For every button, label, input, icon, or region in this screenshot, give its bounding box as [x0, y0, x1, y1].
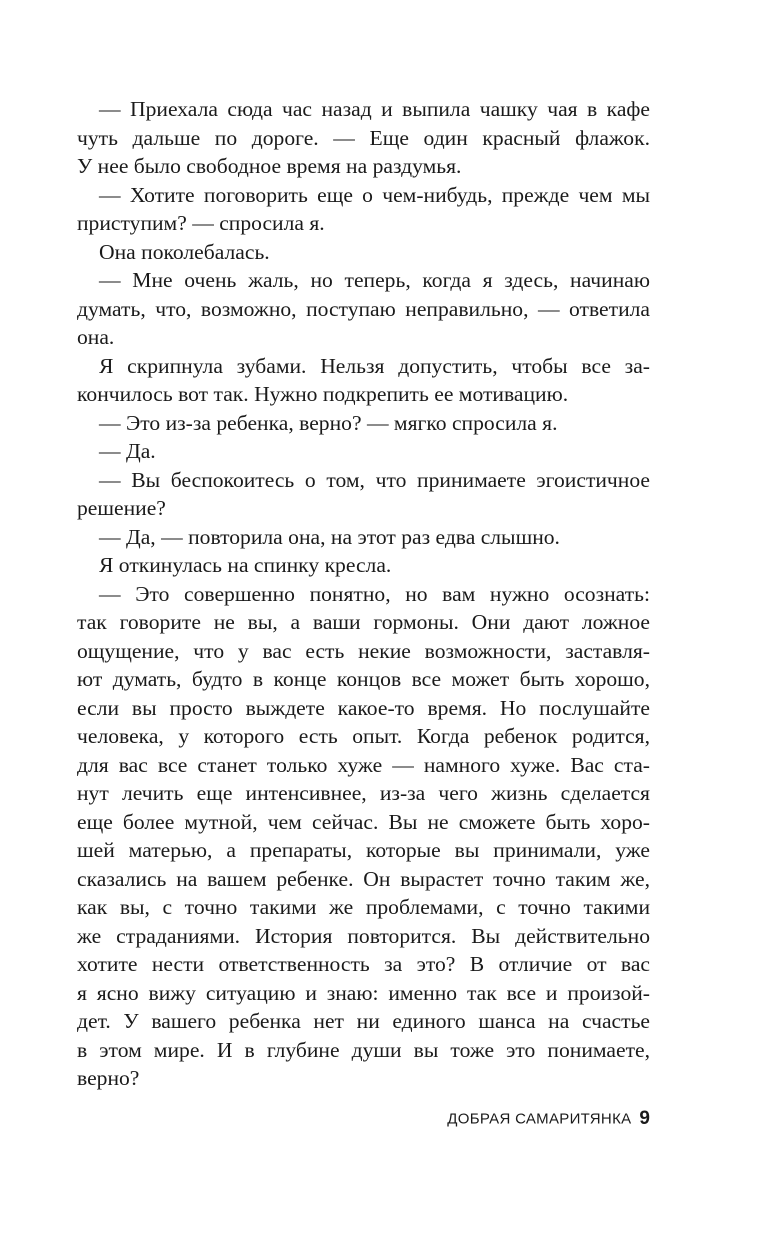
running-title: ДОБРАЯ САМАРИТЯНКА	[447, 1110, 632, 1128]
text-line: в этом мире. И в глубине души вы тоже это понимаете,	[77, 1037, 650, 1062]
text-line: нут лечить еще интенсивнее, из-за чего жизнь сделается	[77, 781, 650, 805]
text-line: Я скрипнула зубами. Нельзя допустить, чтобы все за-	[99, 353, 650, 378]
text-line: — Да.	[99, 439, 156, 463]
text-line: приступим? — спросила я.	[77, 211, 325, 235]
text-line: — Да, — повторила она, на этот раз едва слышно.	[99, 524, 560, 549]
text-line: хотите нести ответственность за это? В отличие от вас	[77, 952, 650, 976]
text-line: — Хотите поговорить еще о чем-нибудь, прежде чем мы	[99, 182, 650, 207]
text-line: — Это совершенно понятно, но вам нужно осознать:	[99, 581, 650, 606]
text-line: — Мне очень жаль, но теперь, когда я здесь, начинаю	[99, 268, 650, 292]
text-line: думать, что, возможно, поступаю неправильно, — ответила	[77, 296, 650, 321]
text-line: человека, у которого есть опыт. Когда ребенок родится,	[77, 724, 650, 748]
text-line: решение?	[77, 496, 166, 520]
page-body	[77, 95, 650, 1093]
text-line: сказались на вашем ребенке. Он вырастет точно таким же,	[77, 866, 650, 891]
text-line: так говорите не вы, а ваши гормоны. Они дают ложное	[77, 610, 650, 634]
text-line: верно?	[77, 1066, 140, 1090]
text-line: для вас все станет только хуже — намного хуже. Вас ста-	[77, 752, 650, 777]
text-line: шей матерью, а препараты, которые вы принимали, уже	[77, 838, 650, 862]
text-line: ощущение, что у вас есть некие возможности, заставля-	[77, 638, 650, 663]
text-line: — Вы беспокоитесь о том, что принимаете эгоистичное	[99, 467, 650, 492]
text-line: — Это из-за ребенка, верно? — мягко спросила я.	[99, 410, 558, 435]
page-number: 9	[639, 1108, 650, 1129]
text-line: я ясно вижу ситуацию и знаю: именно так все и произой-	[77, 980, 650, 1005]
page-footer	[0, 1108, 650, 1130]
text-line: еще более мутной, чем сейчас. Вы не сможете быть хоро-	[77, 809, 650, 834]
text-line: чуть дальше по дороге. — Еще один красный флажок.	[77, 125, 650, 150]
text-line: как вы, с точно такими же проблемами, с точно такими	[77, 895, 650, 919]
text-line: же страданиями. История повторится. Вы действительно	[77, 923, 650, 948]
text-line: Она поколебалась.	[99, 239, 270, 264]
text-line: она.	[77, 325, 115, 349]
text-line: ют думать, будто в конце концов все может быть хорошо,	[77, 667, 650, 691]
text-line: У нее было свободное время на раздумья.	[77, 154, 462, 178]
text-line: кончилось вот так. Нужно подкрепить ее мотивацию.	[77, 382, 569, 406]
text-line: если вы просто выждете какое-то время. Но послушайте	[77, 695, 650, 720]
text-line: — Приехала сюда час назад и выпила чашку чая в кафе	[99, 97, 650, 121]
text-line: дет. У вашего ребенка нет ни единого шанса на счастье	[77, 1009, 650, 1033]
text-line: Я откинулась на спинку кресла.	[99, 553, 392, 577]
